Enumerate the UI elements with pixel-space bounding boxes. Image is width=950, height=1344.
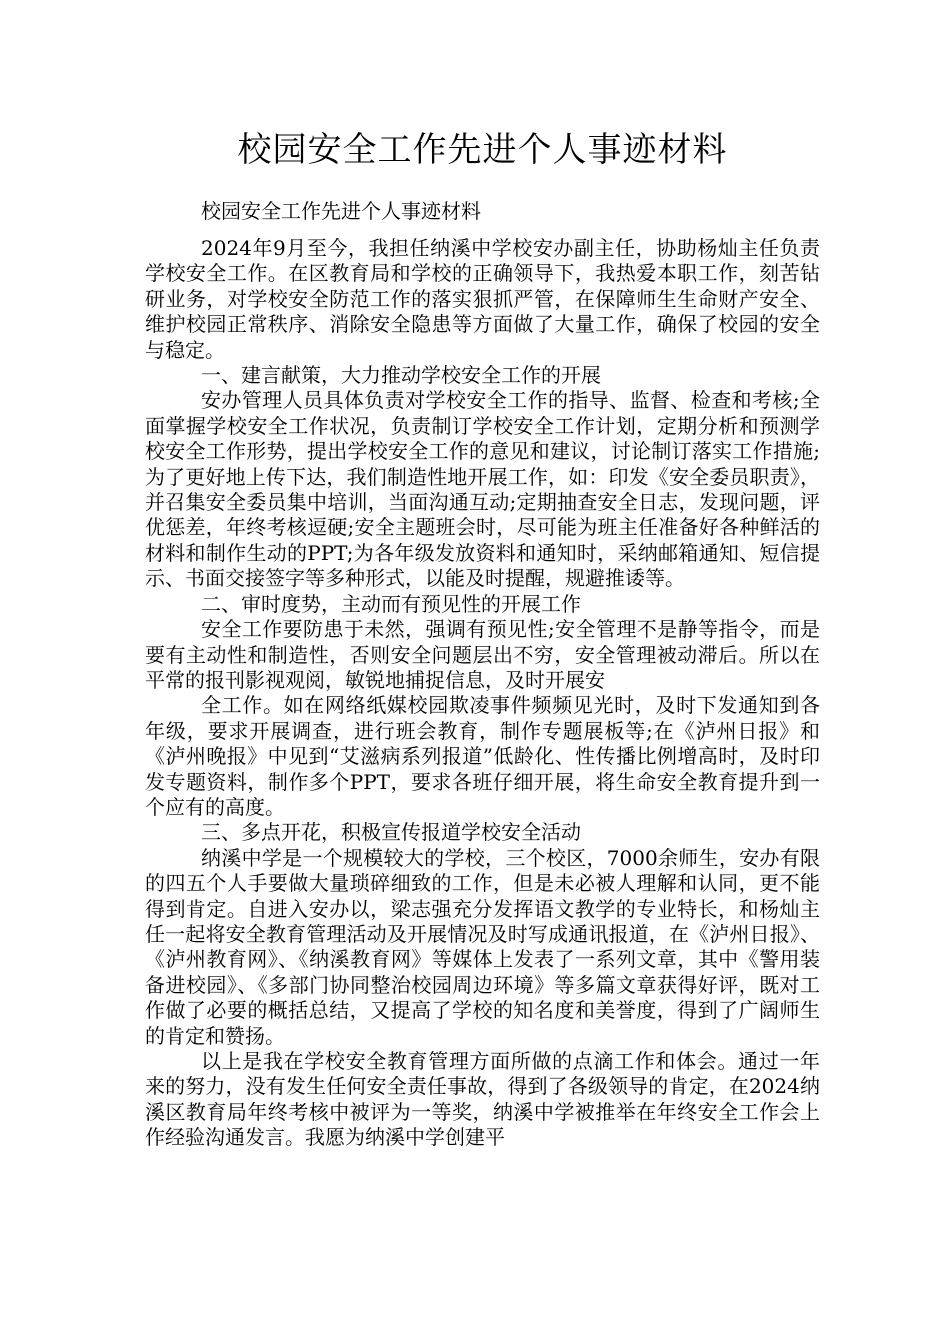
section-heading-2: 二、审时度势，主动而有预见性的开展工作 — [201, 591, 581, 616]
section-heading-3: 三、多点开花，积极宣传报道学校安全活动 — [201, 820, 581, 845]
document-title: 校园安全工作先进个人事迹材料 — [237, 130, 728, 170]
paragraph-section-1: 安办管理人员具体负责对学校安全工作的指导、监督、检查和考核;全面掌握学校安全工作状况，负责制订学校安全工作计划，定期分析和预测学校安全工作形势，提出学校安全工作的意见和建议，讨论制订落实工作措施;为了更好地上传下达，我们制造性地开展工作，如：印发《安全委员职责》，并召集安全委员集中培训，当面沟通互动;定期抽查安全日志，发现问题，评优惩差，年终考核逗硬;安全主题班会时，尽可能为班主任准备好各种鲜活的材料和制作生动的PPT;为各年级发放资料和通知时，采纳邮箱通知、短信提示、书面交接签字等多种形式，以能及时提醒，规避推诿等。 — [145, 388, 820, 591]
document-subtitle: 校园安全工作先进个人事迹材料 — [201, 199, 481, 223]
paragraph-intro: 2024年9月至今，我担任纳溪中学校安办副主任，协助杨灿主任负责学校安全工作。在区教育局和学校的正确领导下，我热爱本职工作，刻苦钻研业务，对学校安全防范工作的落实狠抓严管，在保障师生生命财产安全、维护校园正常秩序、消除安全隐患等方面做了大量工作，确保了校园的安全与稳定。 — [145, 236, 820, 362]
paragraph-section-3: 纳溪中学是一个规模较大的学校，三个校区，7000余师生，安办有限的四五个人手要做大量琐碎细致的工作，但是未必被人理解和认同，更不能得到肯定。自进入安办以，梁志强充分发挥语文教学的专业特长，和杨灿主任一起将安全教育管理活动及开展情况及时写成通讯报道，在《泸州日报》、《泸州教育网》、《纳溪教育网》等媒体上发表了一系列文章，其中《警用装备进校园》、《多部门协同整治校园周边环境》等多篇文章获得好评，既对工作做了必要的概括总结，又提高了学校的知名度和美誉度，得到了广阔师生的肯定和赞扬。 — [145, 845, 820, 1048]
document-body — [145, 236, 820, 1151]
paragraph-section-2a: 安全工作要防患于未然，强调有预见性;安全管理不是静等指令，而是要有主动性和制造性，否则安全问题层出不穷，安全管理被动滞后。所以在平常的报刊影视观阅，敏锐地捕捉信息，及时开展安 — [145, 617, 820, 692]
paragraph-conclusion: 以上是我在学校安全教育管理方面所做的点滴工作和体会。通过一年来的努力，没有发生任何安全责任事故，得到了各级领导的肯定，在2024纳溪区教育局年终考核中被评为一等奖，纳溪中学被推举在年终安全工作会上作经验沟通发言。我愿为纳溪中学创建平 — [145, 1049, 820, 1150]
section-heading-1: 一、建言献策，大力推动学校安全工作的开展 — [201, 363, 601, 388]
paragraph-section-2b: 全工作。如在网络纸媒校园欺凌事件频频见光时，及时下发通知到各年级，要求开展调查，进行班会教育，制作专题展板等;在《泸州日报》和《泸州晚报》中见到“艾滋病系列报道”低龄化、性传播比例增高时，及时印发专题资料，制作多个PPT，要求各班仔细开展，将生命安全教育提升到一个应有的高度。 — [145, 693, 820, 819]
